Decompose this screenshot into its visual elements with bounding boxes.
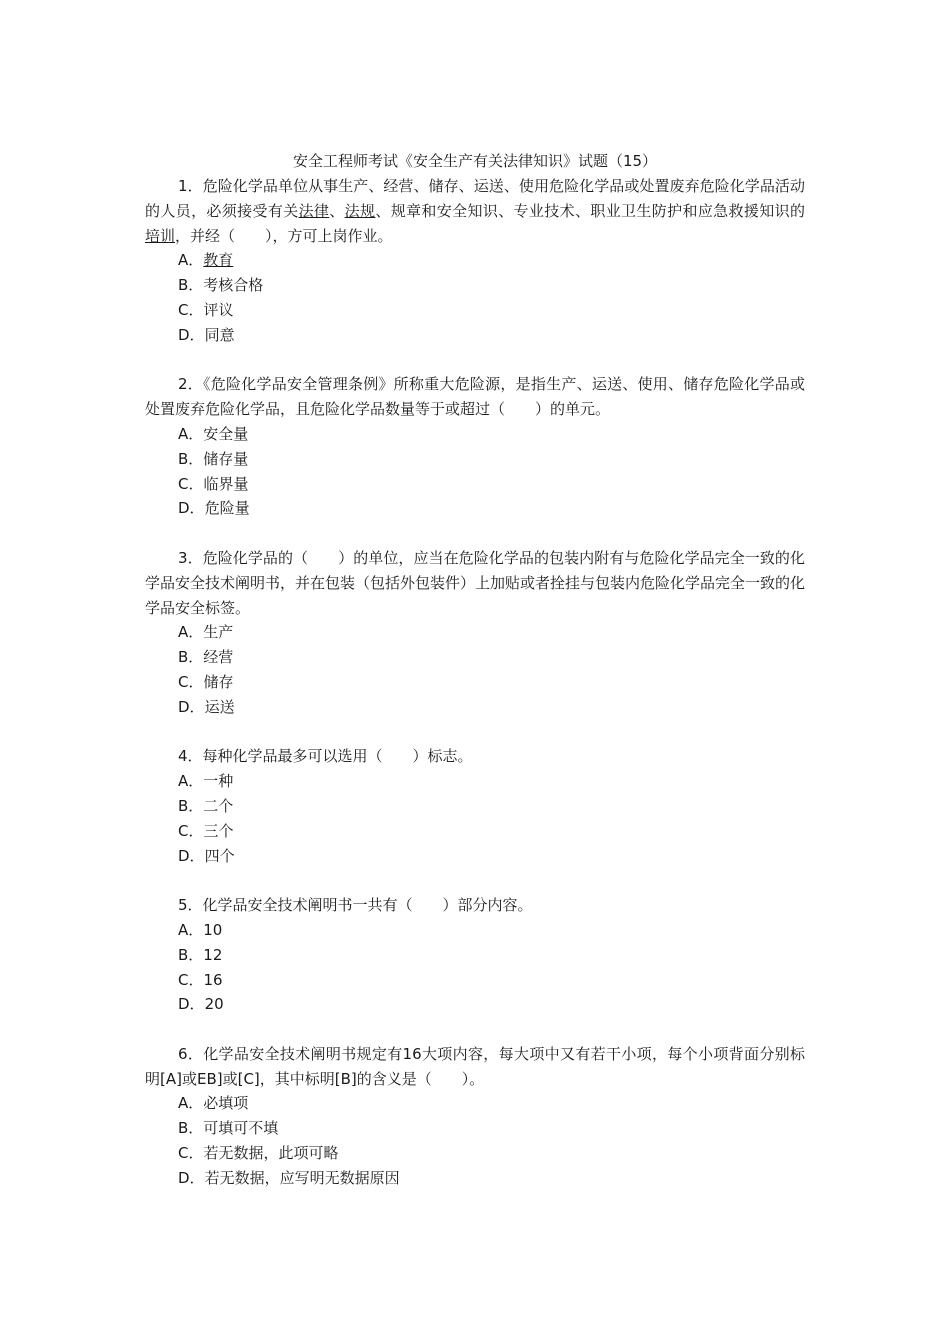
option-text: 临界量 (203, 474, 249, 493)
option-text: 可填可不填 (203, 1119, 279, 1138)
option-text: 评议 (203, 300, 234, 319)
document-title: 安全工程师考试《安全生产有关法律知识》试题（15） (292, 152, 658, 170)
option-text: 必填项 (203, 1094, 249, 1113)
option-label: D． (178, 846, 205, 865)
option-label: B． (178, 449, 204, 468)
option-text: 考核合格 (203, 276, 264, 295)
question-stem (145, 744, 805, 769)
option-d (145, 1166, 805, 1191)
option-a (145, 422, 805, 447)
question-4 (145, 744, 805, 868)
option-text: 教育 (203, 251, 234, 270)
option-label: D． (178, 697, 205, 716)
option-label: B． (178, 648, 204, 667)
option-label: C． (178, 821, 204, 840)
stem-text: 、规章和安全知识、专业技术、职业卫生防护和应急救援知识的 (375, 201, 805, 220)
option-label: D． (178, 995, 205, 1014)
question-stem (145, 893, 805, 918)
option-d (145, 496, 805, 521)
option-text: 储存 (203, 672, 234, 691)
option-label: A． (178, 920, 204, 939)
option-label: C． (178, 474, 204, 493)
option-a (145, 248, 805, 273)
question-stem (145, 372, 805, 422)
question-5 (145, 893, 805, 1017)
question-stem (145, 174, 805, 248)
stem-text: 3．危险化学品的（ ）的单位，应当在危险化学品的包装内附有与危险化学品完全一致的化学品安全技术阐明书，并在包装（包括外包装件）上加贴或者拴挂与包装内危险化学品完全一致的化学品安全标签。 (145, 548, 806, 617)
option-label: C． (178, 672, 204, 691)
option-text: 一种 (203, 772, 234, 791)
stem-text: 1．危险化学品单位从事生产、经营、储存、运送、使用危险化学品或处置废弃危险化学品活动的人员，必须接受有关 (145, 177, 805, 220)
question-3 (145, 546, 805, 720)
option-a (145, 620, 805, 645)
option-label: A． (178, 1094, 204, 1113)
stem-text: 5．化学品安全技术阐明书一共有（ ）部分内容。 (178, 896, 533, 915)
option-text: 16 (203, 970, 223, 989)
underlined-term: 法律 (298, 201, 330, 220)
option-d (145, 323, 805, 348)
option-c (145, 670, 805, 695)
option-text: 安全量 (203, 424, 249, 443)
option-text: 20 (204, 995, 224, 1014)
stem-text: 6．化学品安全技术阐明书规定有16大项内容，每大项中又有若干小项，每个小项背面分别标明[A]或EB]或[C]，其中标明[B]的含义是（ ）。 (145, 1044, 805, 1088)
option-d (145, 695, 805, 720)
option-text: 四个 (204, 846, 235, 865)
underlined-term: 培训 (145, 226, 176, 245)
option-b (145, 273, 805, 298)
option-d (145, 992, 805, 1017)
option-b (145, 1116, 805, 1141)
stem-text: ，并经（ ），方可上岗作业。 (175, 226, 393, 245)
option-text: 二个 (203, 796, 234, 815)
option-c (145, 1141, 805, 1166)
stem-text: 、 (329, 201, 345, 220)
option-c (145, 298, 805, 323)
question-1 (145, 174, 805, 348)
option-text: 同意 (204, 325, 235, 344)
option-text: 经营 (203, 648, 234, 667)
option-label: C． (178, 970, 204, 989)
option-c (145, 968, 805, 993)
question-stem (145, 1042, 805, 1092)
option-b (145, 794, 805, 819)
option-text: 10 (203, 920, 223, 939)
option-b (145, 645, 805, 670)
option-text: 若无数据，此项可略 (203, 1144, 339, 1163)
option-text: 生产 (203, 623, 234, 642)
option-label: B． (178, 1119, 204, 1138)
option-label: B． (178, 945, 204, 964)
option-text: 危险量 (204, 499, 250, 518)
option-text: 储存量 (203, 449, 249, 468)
option-text: 三个 (203, 821, 234, 840)
option-text: 12 (203, 945, 223, 964)
option-label: C． (178, 300, 204, 319)
option-a (145, 918, 805, 943)
option-d (145, 844, 805, 869)
question-stem (145, 546, 805, 620)
stem-text: 4．每种化学品最多可以选用（ ）标志。 (178, 747, 473, 766)
option-a (145, 1091, 805, 1116)
option-c (145, 472, 805, 497)
question-6 (145, 1042, 805, 1191)
option-label: A． (178, 623, 204, 642)
stem-text: 2．《危险化学品安全管理条例》所称重大危险源，是指生产、运送、使用、储存危险化学品或处置废弃危险化学品，且危险化学品数量等于或超过（ ）的单元。 (145, 375, 805, 419)
option-label: D． (178, 499, 205, 518)
option-label: B． (178, 796, 204, 815)
option-text: 运送 (204, 697, 235, 716)
option-label: A． (178, 424, 204, 443)
question-2 (145, 372, 805, 521)
option-label: B． (178, 276, 204, 295)
option-a (145, 769, 805, 794)
option-label: A． (178, 772, 204, 791)
option-label: D． (178, 1168, 205, 1187)
option-b (145, 943, 805, 968)
underlined-term: 法规 (344, 201, 376, 220)
option-label: C． (178, 1144, 204, 1163)
option-b (145, 447, 805, 472)
option-c (145, 819, 805, 844)
option-label: D． (178, 325, 205, 344)
option-label: A． (178, 251, 204, 270)
question-list (145, 174, 805, 1215)
option-text: 若无数据，应写明无数据原因 (204, 1168, 400, 1187)
